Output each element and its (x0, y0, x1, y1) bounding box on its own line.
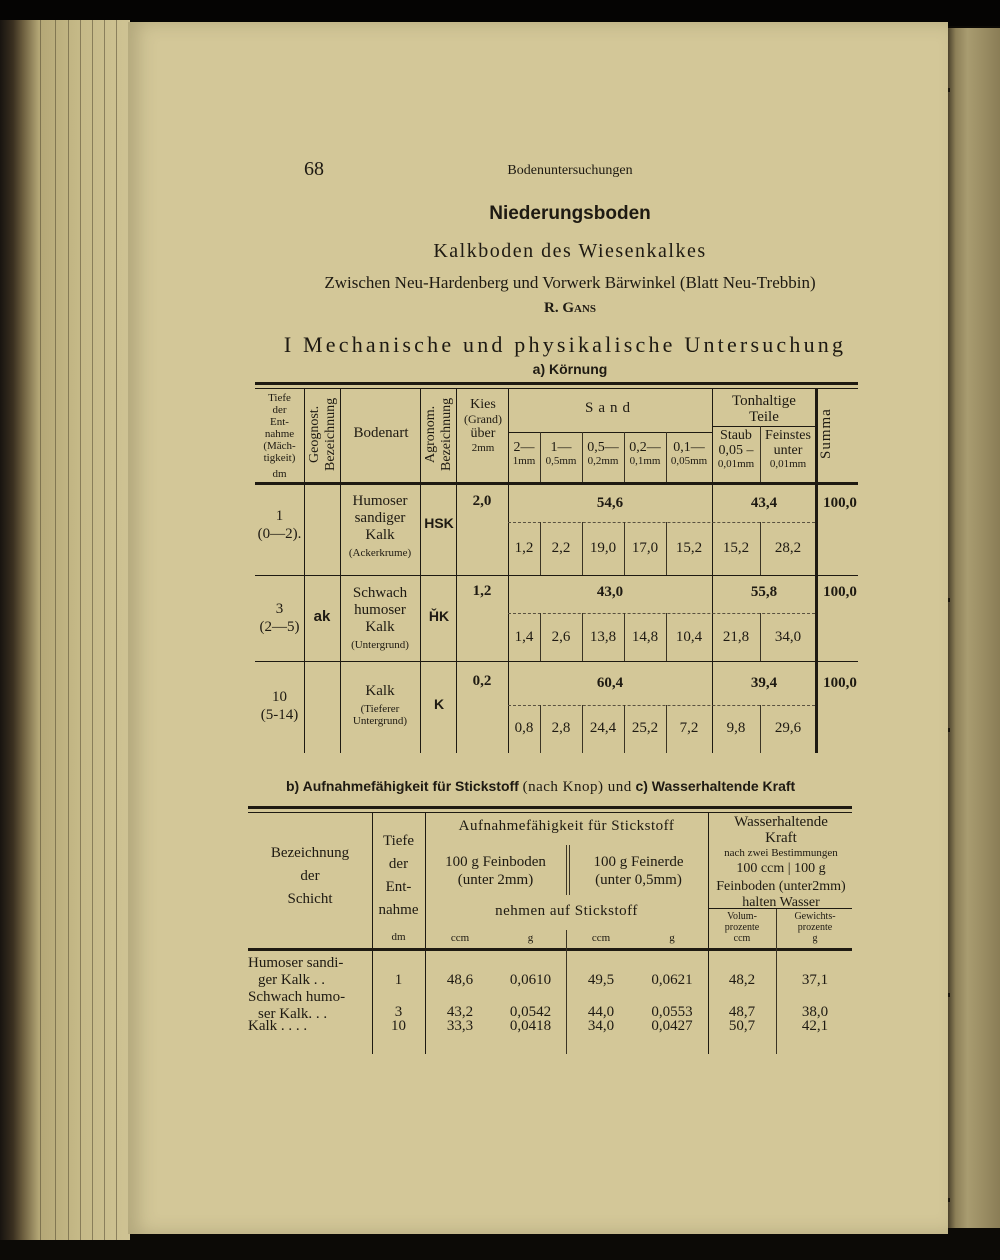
b-row1-vol: 48,2 (728, 972, 756, 988)
sand-col-2-top: 1— (550, 440, 572, 455)
row3-sand-5: 7,2 (679, 720, 699, 736)
kies-header-3: über (470, 426, 496, 441)
tiefe-b-header-1: Tiefe (382, 833, 415, 849)
row2-kies: 1,2 (472, 583, 492, 599)
wasser-line-3: Feinboden (unter2mm) (716, 879, 846, 894)
row1-ton-total: 43,4 (750, 495, 778, 511)
b-row1-gew: 37,1 (801, 972, 829, 988)
unit-fe-g: g (669, 932, 675, 944)
wasser-header-1: Wasserhaltende (734, 814, 828, 830)
tiefe-b-header-3: Ent- (385, 879, 412, 895)
geognost-header: Geognost. Bezeichnung (307, 397, 338, 471)
b-row2-name-2: ser Kalk. . . (258, 1006, 328, 1022)
row2-sand-3: 13,8 (589, 629, 617, 645)
tiefe-header-6: tigkeit) (263, 452, 296, 464)
row3-sand-2: 2,8 (551, 720, 571, 736)
row3-range: (5-14) (260, 707, 299, 723)
row3-sand-4: 25,2 (631, 720, 659, 736)
b-row2-gew: 38,0 (801, 1004, 829, 1020)
volum-header-1: Volum- (727, 911, 757, 922)
sand-col-1-top: 2— (513, 440, 535, 455)
row3-agronom: K (433, 696, 445, 712)
sand-col-4-top: 0,2— (629, 440, 661, 455)
table-a-caption: a) Körnung (532, 361, 608, 377)
row3-bodenart-1: Kalk (365, 683, 395, 699)
kies-header-1: Kies (470, 397, 496, 412)
b-row3-fe-g: 0,0427 (651, 1018, 693, 1034)
bodenart-header: Bodenart (353, 425, 409, 441)
author: R. Gans (543, 300, 596, 316)
wasser-note: nach zwei Bestimmungen (724, 847, 838, 859)
sand-col-2-bot: 0,5mm (545, 455, 577, 467)
row3-summa: 100,0 (823, 675, 857, 691)
page-number: 68 (304, 158, 324, 180)
tiefe-header-4: nahme (264, 428, 295, 440)
row1-sand-1: 1,2 (514, 540, 534, 556)
b-row2-fe-ccm: 44,0 (587, 1004, 615, 1020)
bez-header-2: der (300, 868, 320, 884)
tiefe-b-header-2: der (388, 856, 409, 872)
sand-col-3-top: 0,5— (587, 440, 619, 455)
subtitle: Kalkboden des Wiesenkalkes (433, 240, 707, 262)
row1-sand-4: 17,0 (631, 540, 659, 556)
location-line: Zwischen Neu-Hardenberg und Vorwerk Bärwinkel (Blatt Neu-Trebbin) (324, 273, 816, 292)
row3-sand-total: 60,4 (596, 675, 624, 691)
row3-tiefe: 10 (272, 689, 287, 705)
row1-range: (0—2). (257, 526, 302, 542)
feinstes-header-1: Feinstes (765, 428, 811, 443)
tonhaltige-header-1: Tonhaltige (732, 393, 796, 409)
gewicht-header-3: g (812, 933, 818, 944)
row1-bodenart-2: sandiger (354, 510, 406, 526)
row2-bodenart-2: humoser (354, 602, 406, 618)
summa-header: Summa (818, 408, 834, 460)
row2-sand-5: 10,4 (675, 629, 703, 645)
row3-staub: 9,8 (726, 720, 746, 736)
b-row3-fe-ccm: 34,0 (587, 1018, 615, 1034)
aufnahme-header: Aufnahmefähigkeit für Stickstoff (458, 818, 675, 834)
gewicht-header-1: Gewichts- (794, 911, 836, 922)
row1-bodenart-1: Humoser (352, 493, 408, 509)
wasser-amount-1: 100 ccm (736, 861, 785, 876)
wasser-header-2: Kraft (765, 830, 797, 846)
tiefe-header-2: der (272, 404, 287, 416)
b-row3-gew: 42,1 (801, 1018, 829, 1034)
b-row1-fb-ccm: 48,6 (446, 972, 474, 988)
tiefe-b-unit: dm (391, 931, 406, 943)
sand-header: Sand (585, 400, 635, 416)
b-row2-tiefe: 3 (394, 1004, 403, 1020)
wasser-line-4: halten Wasser (742, 895, 820, 910)
feinstes-header-2: unter (773, 443, 803, 458)
row2-bodenart-3: Kalk (365, 619, 395, 635)
sand-col-5-top: 0,1— (673, 440, 705, 455)
row2-sand-1: 1,4 (514, 629, 534, 645)
b-row1-fe-ccm: 49,5 (587, 972, 615, 988)
b-row2-vol: 48,7 (728, 1004, 756, 1020)
row3-sand-1: 0,8 (514, 720, 534, 736)
nehmen-header: nehmen auf Stickstoff (495, 903, 638, 919)
tiefe-header-unit: dm (272, 468, 287, 480)
row2-summa: 100,0 (823, 584, 857, 600)
feinstes-header-3: 0,01mm (769, 458, 807, 470)
b-row2-fb-g: 0,0542 (509, 1004, 552, 1020)
tiefe-header-5: (Mäch- (263, 440, 296, 452)
row3-feinstes: 29,6 (774, 720, 802, 736)
row1-bodenart-note: (Ackerkrume) (348, 547, 412, 559)
row1-staub: 15,2 (722, 540, 750, 556)
row3-kies: 0,2 (472, 673, 492, 689)
feinerde-header-1: 100 g Feinerde (593, 854, 684, 870)
row1-sand-total: 54,6 (596, 495, 624, 511)
row2-range: (2—5) (259, 619, 300, 635)
unit-fb-g: g (527, 932, 534, 944)
row2-bodenart-1: Schwach (352, 585, 408, 601)
wasser-amount-2: 100 g (794, 861, 826, 876)
row1-sand-5: 15,2 (675, 540, 703, 556)
row3-sand-3: 24,4 (589, 720, 617, 736)
b-row1-name-1: Humoser sandi- (248, 955, 344, 971)
tiefe-b-header-4: nahme (378, 902, 419, 918)
row2-agronom: ȞK (428, 608, 450, 624)
staub-header-1: Staub (720, 428, 752, 443)
row3-bodenart-note: (Tieferer Untergrund) (352, 703, 408, 727)
b-row3-fb-g: 0,0418 (509, 1018, 552, 1034)
tiefe-header-3: Ent- (270, 416, 289, 428)
unit-fb-ccm: ccm (450, 932, 470, 944)
b-row3-name-1: Kalk . . . . (248, 1018, 308, 1034)
row3-ton-total: 39,4 (750, 675, 778, 691)
row2-sand-total: 43,0 (596, 584, 624, 600)
gewicht-header-2: prozente (797, 922, 833, 933)
sand-col-3-bot: 0,2mm (587, 455, 619, 467)
row1-sand-3: 19,0 (589, 540, 617, 556)
row1-agronom: HSK (424, 515, 454, 531)
b-row2-fb-ccm: 43,2 (446, 1004, 474, 1020)
volum-header-2: prozente (724, 922, 760, 933)
page-stack-right (946, 28, 1000, 1228)
geognost-value: ak (313, 608, 331, 625)
tonhaltige-header-2: Teile (749, 409, 779, 425)
row2-staub: 21,8 (722, 629, 750, 645)
row1-kies: 2,0 (472, 493, 492, 509)
caption-c: c) Wasserhaltende Kraft (635, 778, 796, 794)
kies-header-4: 2mm (471, 442, 495, 454)
bez-header-3: Schicht (287, 891, 333, 907)
bez-header-1: Bezeichnung (270, 845, 350, 861)
running-head: Bodenuntersuchungen (507, 163, 633, 178)
b-row1-tiefe: 1 (394, 972, 403, 988)
b-row2-fe-g: 0,0553 (651, 1004, 693, 1020)
agronom-header: Agronom. Bezeichnung (423, 397, 454, 471)
row1-summa: 100,0 (823, 495, 857, 511)
feinerde-header-2: (unter 0,5mm) (595, 872, 682, 888)
b-row3-tiefe: 10 (391, 1018, 406, 1034)
row1-sand-2: 2,2 (551, 540, 571, 556)
caption-b: b) Aufnahmefähigkeit für Stickstoff (286, 778, 519, 794)
row2-sand-4: 14,8 (631, 629, 659, 645)
b-row1-fb-g: 0,0610 (509, 972, 552, 988)
b-row1-name-2: ger Kalk . . (258, 972, 326, 988)
page-title: Niederungsboden (489, 203, 651, 224)
sand-col-5-bot: 0,05mm (670, 455, 708, 467)
unit-fe-ccm: ccm (591, 932, 611, 944)
b-row3-fb-ccm: 33,3 (446, 1018, 474, 1034)
row2-feinstes: 34,0 (774, 629, 802, 645)
row2-bodenart-note: (Untergrund) (351, 639, 409, 651)
staub-header-3: 0,01mm (717, 458, 755, 470)
staub-header-2: 0,05 – (718, 443, 754, 458)
page-stack-left (0, 20, 130, 1240)
row2-sand-2: 2,6 (551, 629, 571, 645)
volum-header-3: ccm (733, 933, 751, 944)
row2-ton-total: 55,8 (750, 584, 778, 600)
row1-tiefe: 1 (275, 508, 284, 524)
caption-mid: (nach Knop) und (522, 779, 632, 795)
b-row1-fe-g: 0,0621 (651, 972, 693, 988)
wasser-amount-sep: | (787, 861, 791, 876)
row1-bodenart-3: Kalk (365, 527, 395, 543)
b-row2-name-1: Schwach humo- (248, 989, 346, 1005)
tiefe-header-1: Tiefe (268, 392, 291, 404)
sand-col-4-bot: 0,1mm (629, 455, 661, 467)
row2-tiefe: 3 (275, 601, 284, 617)
row1-feinstes: 28,2 (774, 540, 802, 556)
table-b-caption (286, 778, 846, 796)
feinboden-header-1: 100 g Feinboden (445, 854, 546, 870)
kies-header-2: (Grand) (464, 412, 502, 426)
section-heading: I Mechanische und physikalische Untersuchung (283, 332, 847, 357)
b-row3-vol: 50,7 (728, 1018, 756, 1034)
feinboden-header-2: (unter 2mm) (457, 872, 534, 888)
sand-col-1-bot: 1mm (512, 455, 536, 467)
